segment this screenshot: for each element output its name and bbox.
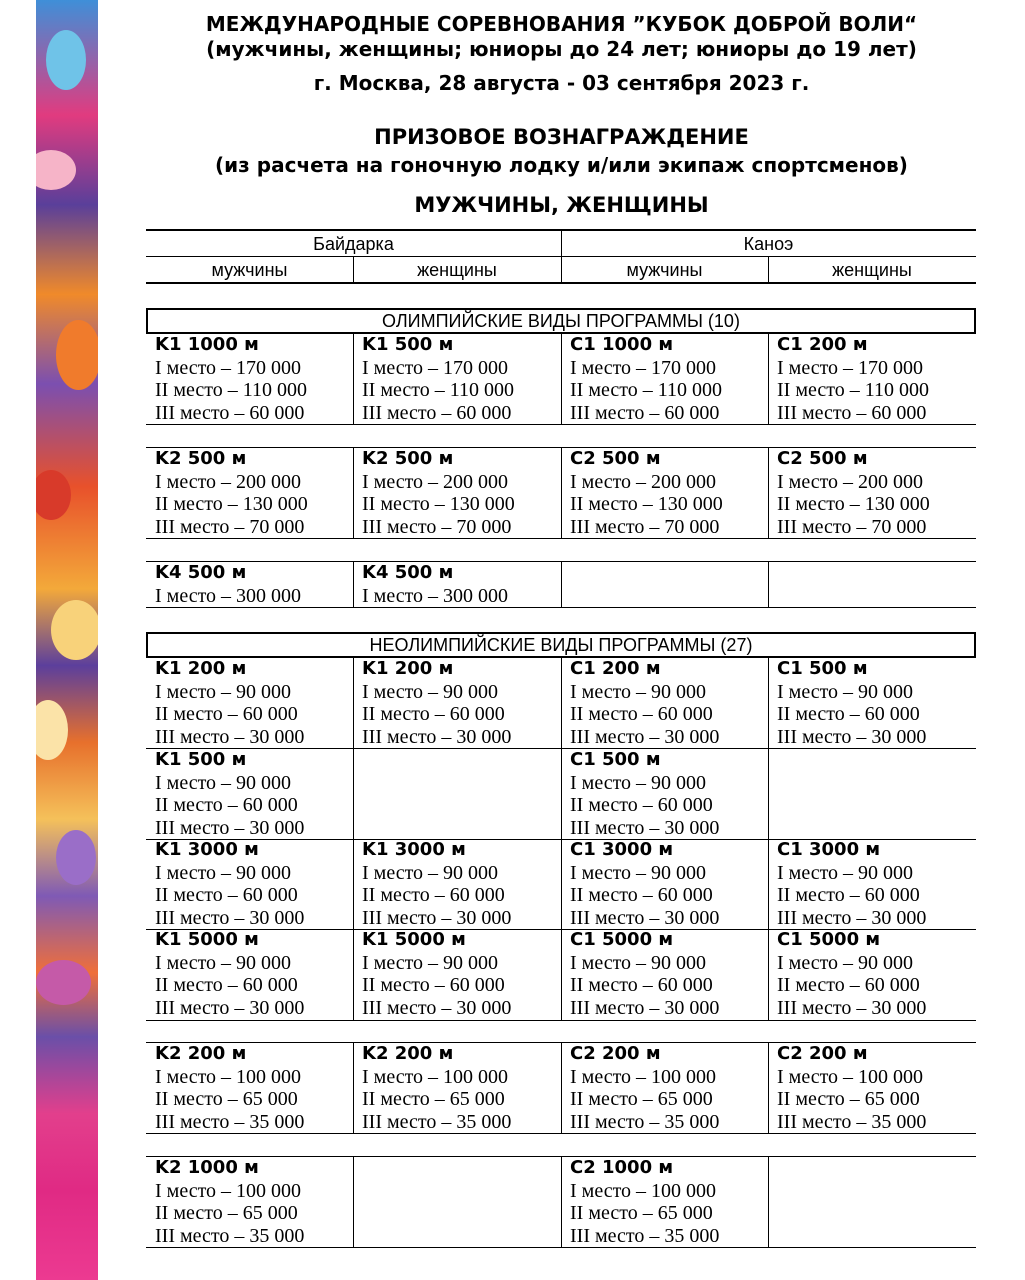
prize-line: III место – 70 000 bbox=[362, 515, 512, 538]
prize-line: II место – 60 000 bbox=[777, 884, 920, 907]
race-title: K1 500 м bbox=[155, 749, 247, 770]
prize-cell bbox=[561, 929, 761, 1019]
prize-line: I место – 90 000 bbox=[777, 951, 914, 974]
prize-line: I место – 100 000 bbox=[362, 1065, 509, 1088]
prize-line: III место – 35 000 bbox=[570, 1224, 720, 1247]
prize-line: II место – 60 000 bbox=[155, 884, 298, 907]
race-title: K1 500 м bbox=[362, 334, 454, 355]
prize-line: III место – 60 000 bbox=[570, 401, 720, 424]
race-title: K1 5000 м bbox=[362, 929, 466, 950]
row-rule bbox=[146, 1020, 976, 1021]
prize-line: II место – 65 000 bbox=[570, 1088, 713, 1111]
column-canoe-men: мужчины bbox=[626, 260, 703, 280]
prize-line: III место – 35 000 bbox=[570, 1110, 720, 1133]
prize-line: III место – 30 000 bbox=[570, 996, 720, 1019]
prize-line: I место – 90 000 bbox=[362, 680, 499, 703]
prize-line: I место – 90 000 bbox=[155, 771, 292, 794]
prize-line: II место – 65 000 bbox=[155, 1202, 298, 1225]
prize-line: II место – 110 000 bbox=[777, 379, 929, 402]
race-title: C1 200 м bbox=[777, 334, 868, 355]
race-title: C2 500 м bbox=[570, 448, 661, 469]
prize-cell bbox=[561, 749, 761, 839]
prize-line: II место – 130 000 bbox=[155, 493, 308, 516]
race-title: C2 200 м bbox=[777, 1043, 868, 1064]
prize-cell bbox=[561, 839, 761, 929]
prize-line: I место – 170 000 bbox=[777, 356, 924, 379]
prize-line: I место – 100 000 bbox=[570, 1065, 717, 1088]
prize-line: III место – 30 000 bbox=[155, 996, 305, 1019]
prize-line: II место – 60 000 bbox=[570, 703, 713, 726]
prize-line: II место – 130 000 bbox=[362, 493, 515, 516]
prize-line: II место – 60 000 bbox=[570, 794, 713, 817]
prize-title: ПРИЗОВОЕ ВОЗНАГРАЖДЕНИЕ bbox=[374, 125, 749, 149]
prize-cell bbox=[768, 839, 968, 929]
decorative-paint-strip bbox=[36, 0, 98, 1280]
prize-line: I место – 90 000 bbox=[570, 771, 707, 794]
prize-line: I место – 90 000 bbox=[155, 680, 292, 703]
prize-line: I место – 170 000 bbox=[155, 356, 302, 379]
prize-line: I место – 90 000 bbox=[777, 861, 914, 884]
prize-line: III место – 60 000 bbox=[777, 401, 927, 424]
prize-line: III место – 30 000 bbox=[570, 816, 720, 839]
prize-line: II место – 60 000 bbox=[570, 974, 713, 997]
prize-line: III место – 30 000 bbox=[777, 725, 927, 748]
prize-line: III место – 60 000 bbox=[362, 401, 512, 424]
prize-line: I место – 170 000 bbox=[570, 356, 717, 379]
prize-line: II место – 65 000 bbox=[155, 1088, 298, 1111]
race-title: K1 5000 м bbox=[155, 929, 259, 950]
prize-line: I место – 90 000 bbox=[155, 861, 292, 884]
prize-cell bbox=[146, 658, 346, 748]
prize-line: III место – 30 000 bbox=[155, 816, 305, 839]
nonolympic-band: НЕОЛИМПИЙСКИЕ ВИДЫ ПРОГРАММЫ (27) bbox=[146, 632, 976, 658]
prize-line: III место – 60 000 bbox=[155, 401, 305, 424]
prize-line: III место – 30 000 bbox=[155, 906, 305, 929]
prize-cell bbox=[561, 1157, 761, 1247]
column-kayak-men: мужчины bbox=[211, 260, 288, 280]
prize-cell bbox=[768, 929, 968, 1019]
prize-line: I место – 200 000 bbox=[362, 470, 509, 493]
race-title: K2 200 м bbox=[362, 1043, 454, 1064]
prize-line: II место – 110 000 bbox=[570, 379, 722, 402]
prize-line: I место – 90 000 bbox=[155, 951, 292, 974]
prize-line: I место – 90 000 bbox=[362, 951, 499, 974]
race-title: K2 500 м bbox=[362, 448, 454, 469]
prize-line: III место – 35 000 bbox=[155, 1224, 305, 1247]
prize-line: II место – 60 000 bbox=[155, 703, 298, 726]
race-title: C1 3000 м bbox=[777, 839, 881, 860]
prize-line: II место – 60 000 bbox=[777, 974, 920, 997]
prize-line: I место – 100 000 bbox=[155, 1065, 302, 1088]
prize-table bbox=[146, 0, 976, 1280]
prize-cell bbox=[561, 1043, 761, 1133]
prize-cell bbox=[768, 448, 968, 538]
race-title: K1 200 м bbox=[362, 658, 454, 679]
prize-line: I место – 200 000 bbox=[777, 470, 924, 493]
prize-line: II место – 60 000 bbox=[777, 703, 920, 726]
prize-line: I место – 90 000 bbox=[570, 861, 707, 884]
prize-line: II место – 60 000 bbox=[362, 703, 505, 726]
prize-line: III место – 30 000 bbox=[777, 996, 927, 1019]
prize-line: I место – 90 000 bbox=[570, 680, 707, 703]
prize-line: III место – 70 000 bbox=[155, 515, 305, 538]
prize-line: III место – 30 000 bbox=[777, 906, 927, 929]
race-title: K2 1000 м bbox=[155, 1157, 259, 1178]
race-title: K4 500 м bbox=[155, 562, 247, 583]
race-title: K1 200 м bbox=[155, 658, 247, 679]
prize-line: II место – 60 000 bbox=[362, 884, 505, 907]
prize-cell bbox=[146, 929, 346, 1019]
prize-line: III место – 30 000 bbox=[570, 725, 720, 748]
prize-cell bbox=[146, 749, 346, 839]
prize-line: I место – 100 000 bbox=[155, 1179, 302, 1202]
prize-line: I место – 90 000 bbox=[362, 861, 499, 884]
prize-line: I место – 300 000 bbox=[155, 584, 302, 607]
prize-line: II место – 110 000 bbox=[362, 379, 514, 402]
olympic-band: ОЛИМПИЙСКИЕ ВИДЫ ПРОГРАММЫ (10) bbox=[146, 308, 976, 334]
prize-line: II место – 130 000 bbox=[777, 493, 930, 516]
prize-cell bbox=[146, 1043, 346, 1133]
prize-line: II место – 60 000 bbox=[155, 974, 298, 997]
race-title: C1 500 м bbox=[777, 658, 868, 679]
race-title: C1 5000 м bbox=[777, 929, 881, 950]
race-title: K2 200 м bbox=[155, 1043, 247, 1064]
prize-line: II место – 60 000 bbox=[570, 884, 713, 907]
prize-line: II место – 65 000 bbox=[362, 1088, 505, 1111]
prize-line: III место – 30 000 bbox=[362, 725, 512, 748]
prize-line: II место – 110 000 bbox=[155, 379, 307, 402]
race-title: K4 500 м bbox=[362, 562, 454, 583]
race-title: C1 1000 м bbox=[570, 334, 674, 355]
prize-cell bbox=[353, 839, 553, 929]
prize-cell bbox=[561, 448, 761, 538]
prize-cell bbox=[353, 562, 553, 607]
prize-cell bbox=[561, 334, 761, 424]
race-title: K1 3000 м bbox=[155, 839, 259, 860]
prize-cell bbox=[353, 334, 553, 424]
prize-line: III место – 30 000 bbox=[570, 906, 720, 929]
race-title: C2 200 м bbox=[570, 1043, 661, 1064]
race-title: K1 3000 м bbox=[362, 839, 466, 860]
prize-line: II место – 60 000 bbox=[362, 974, 505, 997]
prize-line: II место – 65 000 bbox=[570, 1202, 713, 1225]
prize-cell bbox=[561, 658, 761, 748]
race-title: C1 500 м bbox=[570, 749, 661, 770]
prize-line: III место – 70 000 bbox=[570, 515, 720, 538]
prize-line: III место – 30 000 bbox=[155, 725, 305, 748]
prize-cell bbox=[146, 448, 346, 538]
prize-line: I место – 200 000 bbox=[570, 470, 717, 493]
prize-cell bbox=[146, 1157, 346, 1247]
event-location-dates: г. Москва, 28 августа - 03 сентября 2023 г. bbox=[313, 71, 810, 95]
prize-line: II место – 60 000 bbox=[155, 794, 298, 817]
prize-line: III место – 70 000 bbox=[777, 515, 927, 538]
prize-line: III место – 30 000 bbox=[362, 996, 512, 1019]
prize-line: I место – 170 000 bbox=[362, 356, 509, 379]
race-title: C2 500 м bbox=[777, 448, 868, 469]
prize-cell bbox=[146, 334, 346, 424]
prize-cell bbox=[146, 562, 346, 607]
event-title: МЕЖДУНАРОДНЫЕ СОРЕВНОВАНИЯ ”КУБОК ДОБРОЙ ВОЛИ“ bbox=[205, 12, 918, 36]
prize-cell bbox=[146, 839, 346, 929]
race-title: K2 500 м bbox=[155, 448, 247, 469]
prize-line: I место – 100 000 bbox=[570, 1179, 717, 1202]
prize-line: I место – 90 000 bbox=[777, 680, 914, 703]
race-title: C2 1000 м bbox=[570, 1157, 674, 1178]
prize-line: III место – 35 000 bbox=[362, 1110, 512, 1133]
race-title: C1 200 м bbox=[570, 658, 661, 679]
column-kayak: Байдарка bbox=[313, 234, 394, 254]
race-title: K1 1000 м bbox=[155, 334, 259, 355]
prize-cell bbox=[768, 334, 968, 424]
column-kayak-women: женщины bbox=[417, 260, 497, 280]
prize-cell bbox=[768, 658, 968, 748]
column-canoe-women: женщины bbox=[832, 260, 912, 280]
prize-cell bbox=[768, 1043, 968, 1133]
column-canoe: Каноэ bbox=[743, 234, 794, 254]
prize-line: III место – 35 000 bbox=[155, 1110, 305, 1133]
prize-line: III место – 30 000 bbox=[362, 906, 512, 929]
prize-line: I место – 200 000 bbox=[155, 470, 302, 493]
prize-cell bbox=[353, 448, 553, 538]
prize-line: II место – 65 000 bbox=[777, 1088, 920, 1111]
category-title: МУЖЧИНЫ, ЖЕНЩИНЫ bbox=[414, 193, 709, 217]
prize-line: III место – 35 000 bbox=[777, 1110, 927, 1133]
prize-line: II место – 130 000 bbox=[570, 493, 723, 516]
race-title: C1 3000 м bbox=[570, 839, 674, 860]
prize-line: I место – 100 000 bbox=[777, 1065, 924, 1088]
event-categories: (мужчины, женщины; юниоры до 24 лет; юниоры до 19 лет) bbox=[206, 37, 917, 61]
race-title: C1 5000 м bbox=[570, 929, 674, 950]
prize-line: I место – 300 000 bbox=[362, 584, 509, 607]
prize-line: I место – 90 000 bbox=[570, 951, 707, 974]
prize-cell bbox=[353, 1043, 553, 1133]
prize-subtitle: (из расчета на гоночную лодку и/или экипаж спортсменов) bbox=[215, 153, 908, 177]
prize-cell bbox=[353, 929, 553, 1019]
prize-cell bbox=[353, 658, 553, 748]
